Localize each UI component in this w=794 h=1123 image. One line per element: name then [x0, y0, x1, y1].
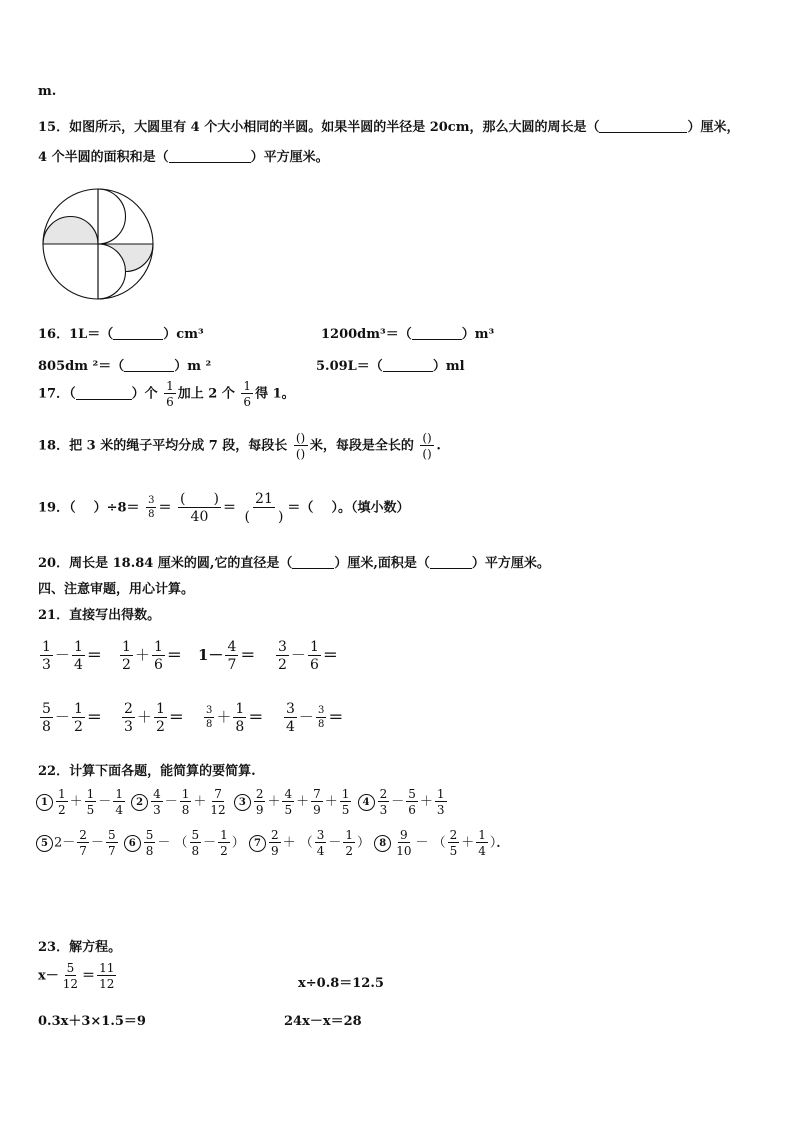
q15-circle-figure [38, 184, 158, 304]
q22-label-7: 7 [249, 835, 266, 852]
q16-line1-right: 1200dm³＝（ ）m³ [321, 327, 495, 342]
q20-blank-2[interactable] [430, 556, 472, 569]
q18: 18．把 3 米的绳子平均分成 7 段，每段长 $\frac{()}{()}$ 米，每段是全长的 $\frac{()}{()}$ . [38, 431, 441, 461]
q18-fraction-blank-1[interactable]: $\frac{()}{()}$ [294, 432, 308, 460]
q21-title: 21．直接写出得数。 [38, 608, 161, 623]
q15-line1: 15．如图所示，大圆里有 4 个大小相同的半圆。如果半圆的半径是 20cm，那么大圆的周长是（ ）厘米， [38, 120, 740, 135]
q20-blank-1[interactable] [292, 556, 334, 569]
q17-fraction-2: $\frac{1}{6}$ [243, 379, 252, 409]
q23-title: 23．解方程。 [38, 940, 122, 955]
q16-blank-b[interactable] [412, 327, 462, 340]
q16-line2-right: 5.09L＝（ ）ml [316, 359, 465, 374]
q18-fraction-blank-2[interactable]: $\frac{()}{()}$ [420, 432, 434, 460]
q17-fraction-1: $\frac{1}{6}$ [166, 379, 174, 409]
q22-label-8: 8 [374, 835, 391, 852]
q22-title: 22．计算下面各题，能简算的要简算. [38, 764, 256, 779]
q16-line2: 805dm ²＝（ ）m ² [38, 359, 212, 374]
q21-item-6: $\frac{2}{3}$ ＋ $\frac{1}{2}$ ＝ [124, 701, 184, 735]
q15-blank-1[interactable] [599, 120, 687, 133]
q19: 19．（ ）÷8＝ $\frac{3}{8}$ ＝ $\frac{( )}{40}$ ＝ $\frac{21}{( )}$ ＝（ ）。（填小数） [38, 491, 410, 525]
q16-line1: 16．1L＝（ ）cm³ [38, 327, 204, 342]
q16-blank-a[interactable] [113, 327, 163, 340]
q23-equation-b: x÷0.8＝12.5 [298, 976, 384, 991]
q21-item-2: $\frac{1}{2}$ ＋ $\frac{1}{6}$ ＝ [122, 639, 182, 673]
q22-row-1: 1 $\frac{1}{2}$ ＋ $\frac{1}{5}$ － $\frac{1}{4}$ 2 $\frac{4}{3}$ － $\frac{1}{8}$ ＋ $\frac{7}{12}$ 3 $\frac{2}{9}$ ＋ $\frac{4}{5}$ ＋ $\frac{7}{9}$ ＋ $\frac{1}{5}$ 4 $\frac{2}{3}$ － $\frac{5}{6}$ ＋ $\frac{1}{3}$ [36, 788, 449, 816]
q15-blank-2[interactable] [169, 150, 251, 163]
q16-blank-d[interactable] [383, 359, 433, 372]
section-4-heading: 四、注意审题，用心计算。 [38, 582, 195, 597]
q19-fraction-1: $\frac{3}{8}$ [148, 495, 155, 520]
q15-line2: 4 个半圆的面积和是（ ）平方厘米。 [38, 150, 329, 165]
q14-tail: m. [38, 84, 57, 99]
q21-item-1: $\frac{1}{3}$ － $\frac{1}{4}$ ＝ [42, 639, 102, 673]
q22-row-2: 5 2－ $\frac{2}{7}$ － $\frac{5}{7}$ 6 $\frac{5}{8}$ － （ $\frac{5}{8}$ － $\frac{1}{2}$ ） 7 $\frac{2}{9}$ ＋ （ $\frac{3}{4}$ － $\frac{1}{2}$ ） 8 $\frac{9}{10}$ － （ $\frac{2}{5}$ ＋ $\frac{1}{4}$ ）． [36, 829, 509, 857]
q21-item-3: 1－ $\frac{4}{7}$ ＝ [198, 639, 256, 673]
q21-item-4: $\frac{3}{2}$ － $\frac{1}{6}$ ＝ [278, 639, 338, 673]
q22-label-6: 6 [124, 835, 141, 852]
q23-equation-a: x－ $\frac{5}{12}$ ＝ $\frac{11}{12}$ [38, 961, 115, 991]
q20: 20．周长是 18.84 厘米的圆,它的直径是（ ）厘米,面积是（ ）平方厘米。 [38, 556, 550, 571]
q21-item-8: $\frac{3}{4}$ － $\frac{3}{8}$ ＝ [286, 701, 344, 735]
q22-label-2: 2 [131, 794, 148, 811]
q22-label-4: 4 [358, 794, 375, 811]
q23-equation-d: 24x－x＝28 [284, 1014, 362, 1029]
q22-label-3: 3 [234, 794, 251, 811]
q21-item-5: $\frac{5}{8}$ － $\frac{1}{2}$ ＝ [42, 701, 102, 735]
q22-label-1: 1 [36, 794, 53, 811]
q22-label-5: 5 [36, 835, 53, 852]
q19-fraction-3[interactable]: $\frac{21}{( )}$ [244, 491, 284, 525]
q21-item-7: $\frac{3}{8}$ ＋ $\frac{1}{8}$ ＝ [206, 701, 264, 735]
q16-blank-c[interactable] [124, 359, 174, 372]
q17-blank[interactable] [76, 387, 132, 400]
q23-equation-c: 0.3x＋3×1.5＝9 [38, 1014, 146, 1029]
q17: 17．（ ）个 $\frac{1}{6}$ 加上 2 个 $\frac{1}{6}$ 得 1。 [38, 379, 295, 409]
q19-fraction-2[interactable]: $\frac{( )}{40}$ [180, 491, 219, 525]
